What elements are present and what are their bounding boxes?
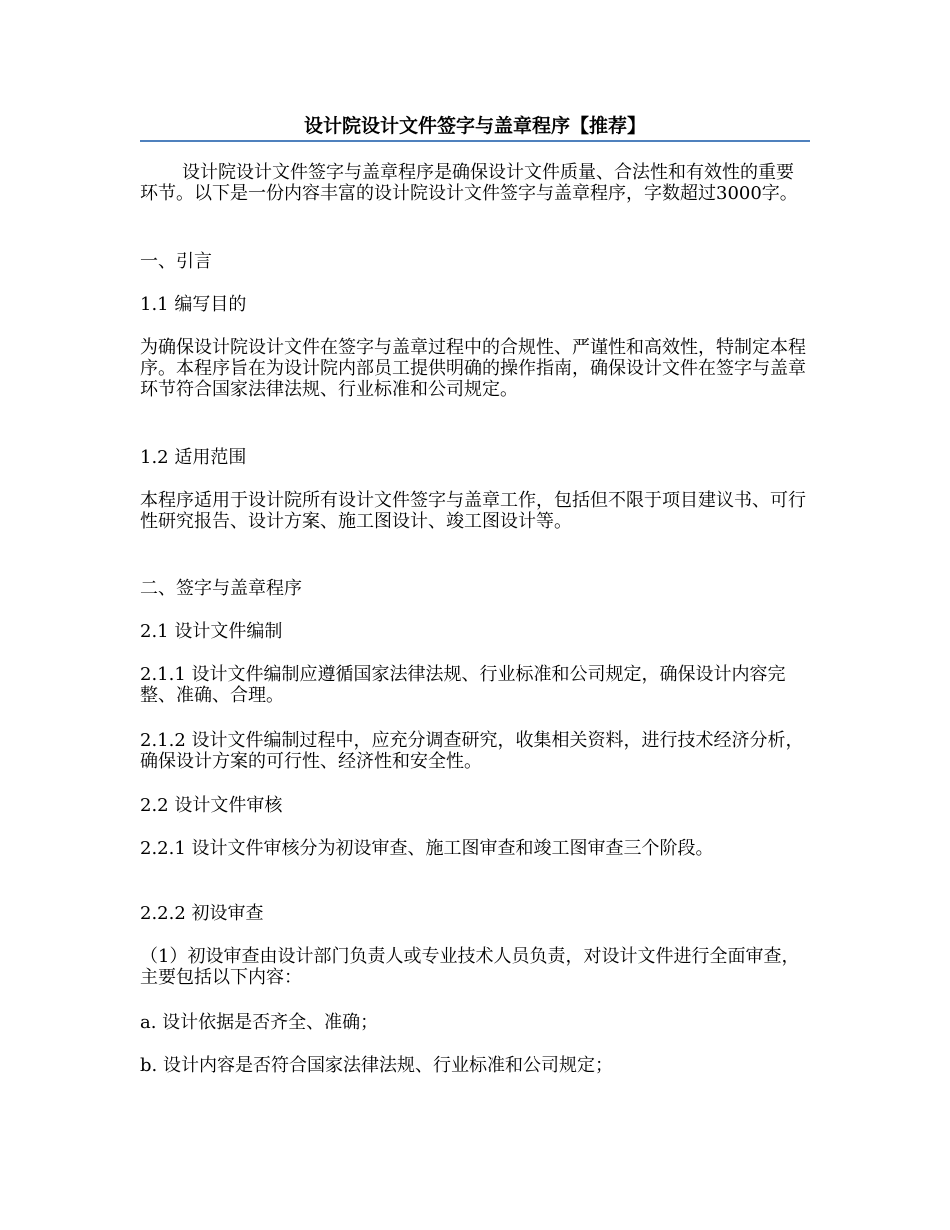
section-heading-1: 一、引言 — [140, 251, 212, 272]
review-item-b: b. 设计内容是否符合国家法律法规、行业标准和公司规定； — [140, 1055, 613, 1076]
subsection-heading-1-1: 1.1 编写目的 — [140, 294, 247, 315]
title-underline — [140, 140, 810, 142]
clause-2-1-1: 2.1.1 设计文件编制应遵循国家法律法规、行业标准和公司规定，确保设计内容完整、准确、合理。 — [140, 664, 786, 706]
purpose-paragraph: 为确保设计院设计文件在签字与盖章过程中的合规性、严谨性和高效性，特制定本程序。本程序旨在为设计院内部员工提供明确的操作指南，确保设计文件在签字与盖章环节符合国家法律法规、行业标准和公司规定。 — [140, 337, 806, 400]
subsection-heading-2-2: 2.2 设计文件审核 — [140, 795, 283, 816]
subsection-heading-2-1: 2.1 设计文件编制 — [140, 621, 283, 642]
clause-2-2-2: 2.2.2 初设审查 — [140, 903, 264, 924]
clause-2-2-1: 2.2.1 设计文件审核分为初设审查、施工图审查和竣工图审查三个阶段。 — [140, 838, 714, 859]
intro-paragraph: 设计院设计文件签字与盖章程序是确保设计文件质量、合法性和有效性的重要环节。以下是一份内容丰富的设计院设计文件签字与盖章程序，字数超过3000字。 — [140, 162, 798, 204]
review-item-1: （1）初设审查由设计部门负责人或专业技术人员负责，对设计文件进行全面审查，主要包括以下内容： — [140, 946, 800, 988]
subsection-heading-1-2: 1.2 适用范围 — [140, 447, 247, 468]
clause-2-1-2: 2.1.2 设计文件编制过程中，应充分调查研究，收集相关资料，进行技术经济分析，确保设计方案的可行性、经济性和安全性。 — [140, 730, 804, 772]
review-item-a: a. 设计依据是否齐全、准确； — [140, 1012, 379, 1033]
scope-paragraph: 本程序适用于设计院所有设计文件签字与盖章工作，包括但不限于项目建议书、可行性研究报告、设计方案、施工图设计、竣工图设计等。 — [140, 490, 806, 532]
document-title: 设计院设计文件签字与盖章程序【推荐】 — [303, 115, 646, 137]
section-heading-2: 二、签字与盖章程序 — [140, 578, 302, 599]
